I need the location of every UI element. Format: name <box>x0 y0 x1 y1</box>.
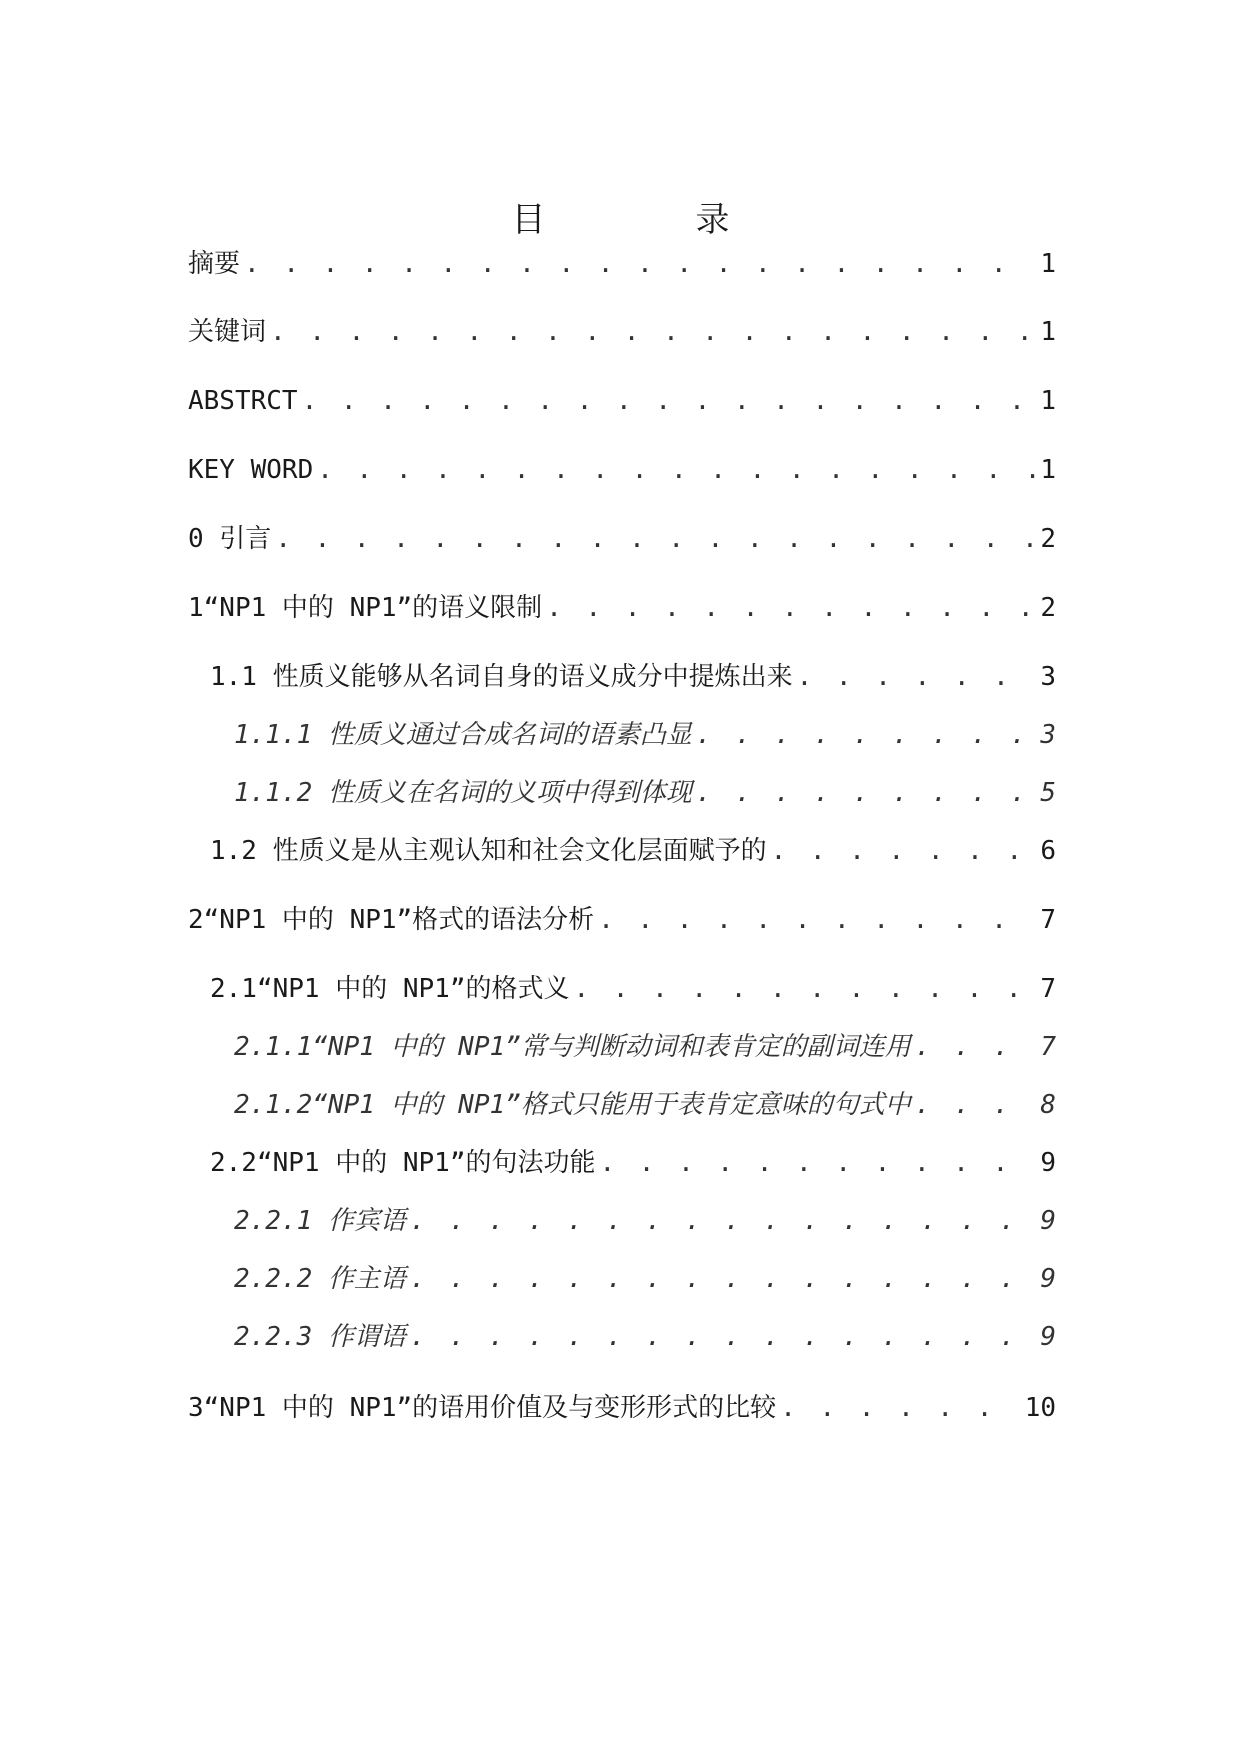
toc-entry-text: 0 引言 <box>188 524 272 554</box>
toc-page-number: 2 <box>1040 593 1056 623</box>
toc-entry-text: 2.2“NP1 中的 NP1”的句法功能 <box>210 1148 596 1178</box>
toc-entry-keywords-en[interactable] <box>188 450 1056 490</box>
toc-page-number: 9 <box>1040 1322 1056 1352</box>
toc-entry-text: 2.2.2 作主语 <box>234 1264 406 1294</box>
dot-leader <box>797 657 1037 697</box>
page-title <box>0 192 1241 241</box>
toc-entry-text: 1“NP1 中的 NP1”的语义限制 <box>188 593 543 623</box>
dot-leader <box>696 773 1036 813</box>
toc-page-number: 2 <box>1040 524 1056 554</box>
toc-entry-text: 关键词 <box>188 317 267 347</box>
toc-entry-keywords-cn[interactable] <box>188 312 1056 352</box>
toc-entry-text: 摘要 <box>188 249 241 279</box>
toc-entry-section-2-1[interactable] <box>188 969 1056 1009</box>
toc-page-number: 9 <box>1040 1206 1056 1236</box>
toc-page-number: 1 <box>1040 386 1056 416</box>
toc-entry-text: KEY WORD <box>188 455 314 485</box>
toc-page-number: 7 <box>1040 974 1056 1004</box>
page-title-char-2: 录 <box>695 200 880 240</box>
toc-entry-text: 2.1“NP1 中的 NP1”的格式义 <box>210 974 570 1004</box>
toc-page-number: 3 <box>1040 720 1056 750</box>
toc-entry-section-1-1[interactable] <box>188 657 1056 697</box>
toc-entry-text: 1.2 性质义是从主观认知和社会文化层面赋予的 <box>210 836 767 866</box>
dot-leader <box>302 381 1037 421</box>
toc-entry-section-3[interactable] <box>188 1388 1056 1428</box>
toc-entry-section-2-2-2[interactable] <box>188 1259 1056 1299</box>
toc-entry-section-2-1-2[interactable] <box>188 1085 1056 1125</box>
toc-entry-text: 2.2.3 作谓语 <box>234 1322 406 1352</box>
dot-leader <box>915 1085 1037 1125</box>
toc-entry-section-2-2-1[interactable] <box>188 1201 1056 1241</box>
toc-entry-section-2-2[interactable] <box>188 1143 1056 1183</box>
dot-leader <box>780 1388 1021 1428</box>
dot-leader <box>598 900 1036 940</box>
toc-entry-text: 1.1.2 性质义在名词的义项中得到体现 <box>234 778 692 808</box>
dot-leader <box>574 969 1037 1009</box>
toc-page-number: 7 <box>1040 905 1056 935</box>
toc-entry-section-2[interactable] <box>188 900 1056 940</box>
toc-entry-section-2-1-1[interactable] <box>188 1027 1056 1067</box>
dot-leader <box>410 1201 1036 1241</box>
toc-entry-section-1[interactable] <box>188 588 1056 628</box>
toc-entry-section-1-2[interactable] <box>188 831 1056 871</box>
toc-entry-text: ABSTRCT <box>188 386 298 416</box>
toc-page-number: 9 <box>1040 1148 1056 1178</box>
dot-leader <box>696 715 1036 755</box>
toc-entry-section-1-1-1[interactable] <box>188 715 1056 755</box>
page-title-char-1: 目 <box>511 200 696 240</box>
toc-page-number: 5 <box>1040 778 1056 808</box>
toc-page-number: 6 <box>1040 836 1056 866</box>
dot-leader <box>244 244 1036 284</box>
toc-page-number: 10 <box>1024 1393 1056 1423</box>
toc-entry-text: 3“NP1 中的 NP1”的语用价值及与变形形式的比较 <box>188 1393 777 1423</box>
toc-entry-text: 2.2.1 作宾语 <box>234 1206 406 1236</box>
toc-page-number: 9 <box>1040 1264 1056 1294</box>
toc-page-number: 8 <box>1040 1090 1056 1120</box>
toc-entry-introduction[interactable] <box>188 519 1056 559</box>
toc-entry-text: 2.1.1“NP1 中的 NP1”常与判断动词和表肯定的副词连用 <box>234 1032 911 1062</box>
dot-leader <box>317 450 1036 490</box>
toc-page-number: 1 <box>1040 455 1056 485</box>
toc-page-number: 3 <box>1040 662 1056 692</box>
toc-entry-section-1-1-2[interactable] <box>188 773 1056 813</box>
dot-leader <box>915 1027 1037 1067</box>
toc-entry-text: 1.1.1 性质义通过合成名词的语素凸显 <box>234 720 692 750</box>
dot-leader <box>270 312 1036 352</box>
dot-leader <box>410 1259 1036 1299</box>
toc-page-number: 7 <box>1040 1032 1056 1062</box>
toc-entry-text: 2“NP1 中的 NP1”格式的语法分析 <box>188 905 595 935</box>
dot-leader <box>275 519 1036 559</box>
toc-entry-abstract-en[interactable] <box>188 381 1056 421</box>
toc-entry-section-2-2-3[interactable] <box>188 1317 1056 1357</box>
toc-page-number: 1 <box>1040 249 1056 279</box>
toc-entry-text: 2.1.2“NP1 中的 NP1”格式只能用于表肯定意味的句式中 <box>234 1090 911 1120</box>
toc-entry-text: 1.1 性质义能够从名词自身的语义成分中提炼出来 <box>210 662 793 692</box>
toc-page-number: 1 <box>1040 317 1056 347</box>
dot-leader <box>771 831 1037 871</box>
dot-leader <box>546 588 1036 628</box>
dot-leader <box>410 1317 1036 1357</box>
dot-leader <box>600 1143 1037 1183</box>
toc-entry-abstract-cn[interactable] <box>188 244 1056 284</box>
